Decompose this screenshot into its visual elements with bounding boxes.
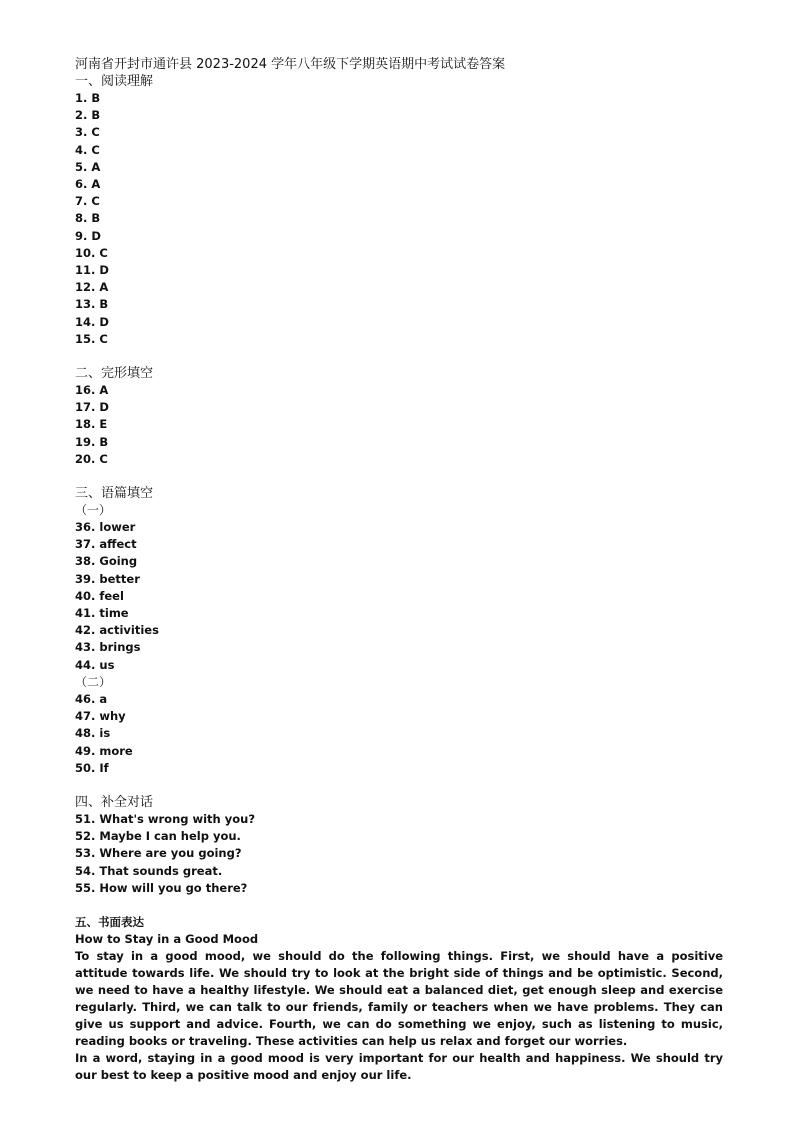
answer-item: 7. C (75, 194, 100, 209)
answer-item: 13. B (75, 297, 109, 312)
answer-item: 44. us (75, 657, 115, 672)
answer-item: 17. D (75, 400, 109, 415)
document-title: 河南省开封市通许县 2023-2024 学年八年级下学期英语期中考试试卷答案 (75, 57, 506, 72)
section-title-cloze: 二、完形填空 (75, 366, 154, 382)
answer-item: 53. Where are you going? (75, 846, 242, 861)
answer-item: 6. A (75, 177, 101, 192)
section-reading (75, 73, 723, 348)
answer-item: 50. If (75, 760, 109, 775)
answer-item: 14. D (75, 314, 109, 329)
answer-item: 46. a (75, 691, 108, 706)
answer-item: 52. Maybe I can help you. (75, 829, 241, 844)
answer-item: 8. B (75, 211, 101, 226)
answer-item: 48. is (75, 726, 111, 741)
answer-item: 4. C (75, 142, 100, 157)
section-writing (75, 914, 723, 1084)
section-title-dialogue: 四、补全对话 (75, 794, 154, 810)
answer-item: 5. A (75, 159, 101, 174)
answer-list-passage-2 (75, 691, 723, 777)
section-cloze (75, 365, 723, 468)
answer-item: 10. C (75, 245, 108, 260)
answer-item: 41. time (75, 606, 129, 621)
answer-item: 19. B (75, 434, 109, 449)
section-passage-fill (75, 485, 723, 777)
answer-item: 2. B (75, 108, 101, 123)
answer-item: 47. why (75, 709, 126, 724)
answer-item: 20. C (75, 451, 108, 466)
section-dialogue (75, 794, 723, 897)
answer-item: 42. activities (75, 623, 159, 638)
subsection-label-1: （一） (75, 503, 112, 518)
answer-item: 18. E (75, 417, 108, 432)
section-title-writing: 五、书面表达 (75, 914, 144, 929)
answer-item: 12. A (75, 280, 109, 295)
answer-item: 36. lower (75, 520, 136, 535)
answer-item: 54. That sounds great. (75, 863, 223, 878)
answer-item: 51. What's wrong with you? (75, 811, 256, 826)
answer-item: 15. C (75, 331, 108, 346)
answer-item: 9. D (75, 228, 101, 243)
answer-list-reading (75, 90, 723, 348)
answer-item: 39. better (75, 571, 140, 586)
essay-paragraph-1: To stay in a good mood, we should do the following things. First, we should have a positive attitude towards life. We should try to look at the bright side of things and be optimistic. Second, we need to have a healthy lifestyle. We should eat a balanced diet, get enough sleep and exercise regularly. Third, we can talk to our friends, family or teachers when we have problems. They can give us support and advice. Fourth, we can do something we enjoy, such as listening to music, reading books or traveling. These activities can help us relax and forget our worries. (75, 948, 723, 1048)
answer-item: 40. feel (75, 588, 124, 603)
section-title-reading: 一、阅读理解 (75, 74, 154, 89)
answer-item: 37. affect (75, 537, 137, 552)
answer-item: 1. B (75, 91, 101, 105)
answer-item: 16. A (75, 383, 109, 398)
answer-list-passage-1 (75, 519, 723, 674)
answer-list-dialogue (75, 811, 723, 897)
subsection-label-2: （二） (75, 674, 112, 689)
answer-item: 11. D (75, 263, 109, 278)
answer-item: 49. more (75, 743, 133, 758)
section-title-passage-fill: 三、语篇填空 (75, 486, 154, 502)
essay-paragraph-2: In a word, staying in a good mood is very important for our health and happiness. We should try our best to keep a positive mood and enjoy our life. (75, 1050, 723, 1082)
answer-item: 55. How will you go there? (75, 880, 248, 895)
answer-list-cloze (75, 382, 723, 468)
answer-item: 43. brings (75, 640, 141, 655)
answer-item: 3. C (75, 125, 100, 140)
answer-sheet (75, 56, 723, 1084)
essay-title: How to Stay in a Good Mood (75, 931, 259, 946)
answer-item: 38. Going (75, 554, 138, 569)
